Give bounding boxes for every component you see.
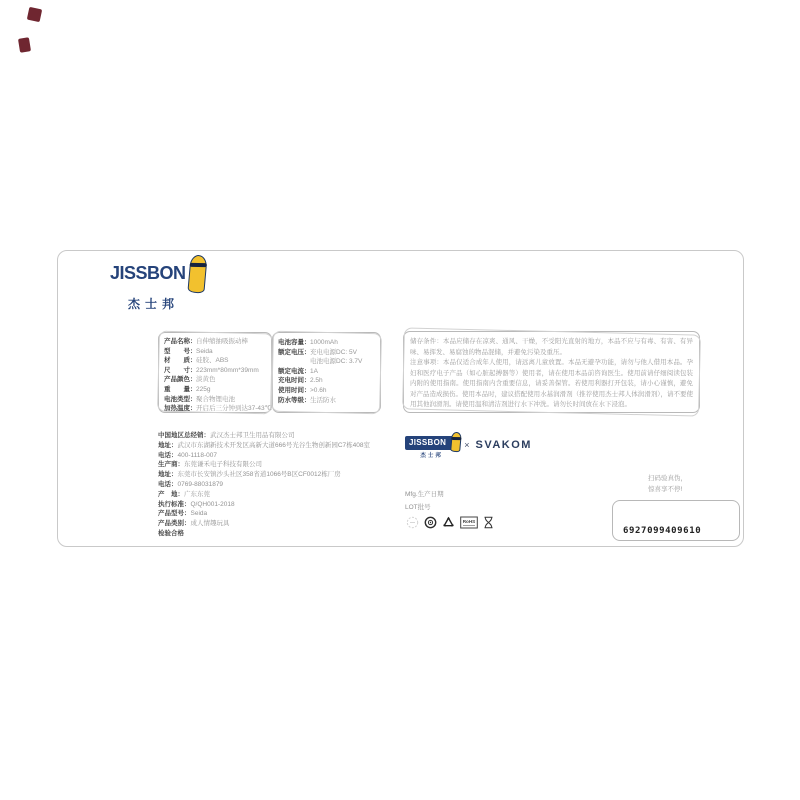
spec-value: 聚合物锂电池 [196,395,235,403]
spec-label: 使用时间： [278,386,311,394]
info-label: 地址： [158,471,178,479]
spec-label: 加热温度： [164,405,197,413]
spec-value: 充电电源DC: 5V [310,348,357,356]
spec-value: Seida [196,347,213,355]
print-mark-top [27,7,42,22]
spec-row [278,376,375,386]
brand-wordmark: JISSBON [110,263,186,283]
spec-row [164,366,266,376]
spec-label: 额定电压： [278,348,311,356]
spec-value: 淡黄色 [196,376,216,384]
info-row [158,451,408,461]
spec-label: 产品名称： [164,338,197,345]
spec-value: 225g [196,385,211,393]
info-value: 400-1118-007 [177,451,218,459]
info-label: 生产商： [158,461,184,469]
spec-value: >0.6h [310,386,327,394]
info-value: 成人情趣玩具 [190,520,230,528]
spec-row [164,347,266,357]
spec-value: 生活防水 [310,396,336,404]
mfg-date-label: Mfg.生产日期 [405,491,444,498]
scan-verify-line1: 扫码验真伪， [648,475,687,482]
info-value: 武汉市东湖新技术开发区高新大道666号光谷生物创新园C7栋408室 [177,441,370,449]
spec-value: 自伸缩抽吸振动棒 [196,338,248,345]
spec-label: 充电时间： [278,377,311,385]
info-label: 产品型号： [158,510,191,518]
info-value: 0769-88031879 [177,480,224,488]
info-row [158,519,408,529]
spec-label: 重 量： [164,385,197,393]
spec-value: 223mm*80mm*39mm [196,366,259,374]
dashed-circle-icon [406,516,419,529]
info-label: 执行标准： [158,500,191,508]
spec-table-left [158,332,272,413]
info-label: 产品类别： [158,520,191,528]
rohs-icon [460,516,478,529]
spec-label: 额定电流： [278,367,311,375]
spec-label: 型 号： [164,347,197,355]
spec-label: 电池类型： [164,395,197,403]
info-value: 广东东莞 [184,490,210,498]
scan-verify-line2: 惊喜享不停! [648,486,683,493]
info-value: Q/QH001-2018 [190,500,235,508]
spec-row [278,386,375,396]
spec-row [164,404,272,414]
caution-text: 注意事项：本品仅适合成年人使用，请远离儿童放置。本品无避孕功能，请勿与他人借用本品。孕妇和医疗电子产品（如心脏起搏器等）使用者，请在使用本品前咨询医生。使用前请仔细阅读包装内附的使用指南。使用指南内含重要信息，请妥善保管。若使用利器打开包装，请小心谨慎，避免对产品造成损伤。使用本品时，建议搭配使用水基润滑剂（推荐使用杰士邦人体润滑剂），请不要使用其他润滑剂。请使用温和清洁剂进行水下冲洗。请勿长时间放在水下浸泡。 [410,359,693,408]
storage-conditions-text: 储存条件：本品应储存在凉爽、通风、干燥，不受阳光直射的地方，本品不应与有毒、有害、有异味、易挥发、易腐蚀的物品混储，并避免污染及重压。 [410,338,693,356]
mascot-icon-small [450,432,462,453]
compliance-icons-row [406,516,494,529]
scan-verify-text [648,473,687,495]
lot-number-label: LOT批号 [405,504,431,511]
spec-label: 电池容量： [278,339,311,346]
hourglass-icon [483,516,494,529]
brand-wordmark-small: JISSBON [409,438,447,447]
spec-row [278,348,375,358]
spec-row [164,337,266,347]
info-value: 武汉杰士邦卫生用品有限公司 [210,432,295,439]
spec-value: 开启后三分钟到达37-43℃ [196,405,272,413]
brand-name-cn: 杰士邦 [128,297,180,311]
info-row [158,470,408,480]
spec-row [164,375,266,385]
barcode-number: 6927099409610 [623,526,702,536]
jissbon-box-logo [405,436,458,450]
info-row [158,509,408,519]
collab-x-icon: × [464,440,470,450]
spec-row [164,356,266,366]
info-row [158,490,408,500]
spec-row [164,385,266,395]
notice-box [403,331,700,413]
spec-value: 2.5h [310,377,323,385]
spec-value: 1000mAh [310,339,338,346]
brand-logo [110,263,220,313]
info-label: 电话： [158,480,178,488]
cobrand-jissbon-logo [405,436,458,459]
inspection-passed-text: 检验合格 [158,529,184,537]
spec-row [278,367,375,377]
info-value: Seida [190,510,208,518]
spec-label: 防水等级： [278,396,311,404]
barcode-box [612,500,740,541]
distributor-info [158,431,408,539]
spec-table-right [272,332,381,413]
cobrand-logo-row [405,436,532,459]
info-row [158,441,408,451]
spec-value: 1A [310,367,318,375]
mascot-icon [187,254,207,293]
spec-label: 产品颜色： [164,376,197,384]
spec-value: 电池电源DC: 3.7V [310,358,363,366]
partner-wordmark: SVAKOM [475,439,532,451]
info-label: 中国地区总经销： [158,432,210,439]
spec-row [164,395,266,405]
info-row [158,500,408,510]
spec-row [278,396,375,406]
spec-label [278,357,310,367]
spec-value: 硅胶、ABS [196,357,229,365]
recycle-icon [442,516,455,529]
svg-text:RoHS: RoHS [462,519,476,524]
info-value: 东莞谦禾电子科技有限公司 [184,461,262,469]
spec-label: 材 质： [164,357,197,365]
spec-row [278,357,375,367]
info-label: 电话： [158,451,178,459]
epup-circle-icon [424,516,437,529]
info-label: 地址： [158,441,178,449]
print-mark-bottom [18,37,31,53]
info-row [158,431,408,441]
info-value: 东莞市长安镇沙头社区358省道1066号B区CF0012栋厂房 [177,471,341,479]
brand-name-cn-small: 杰士邦 [420,453,443,459]
info-label: 产 地： [158,490,184,498]
info-row [158,460,408,470]
spec-row [278,338,375,348]
spec-label: 尺 寸： [164,366,197,374]
info-row [158,480,408,490]
